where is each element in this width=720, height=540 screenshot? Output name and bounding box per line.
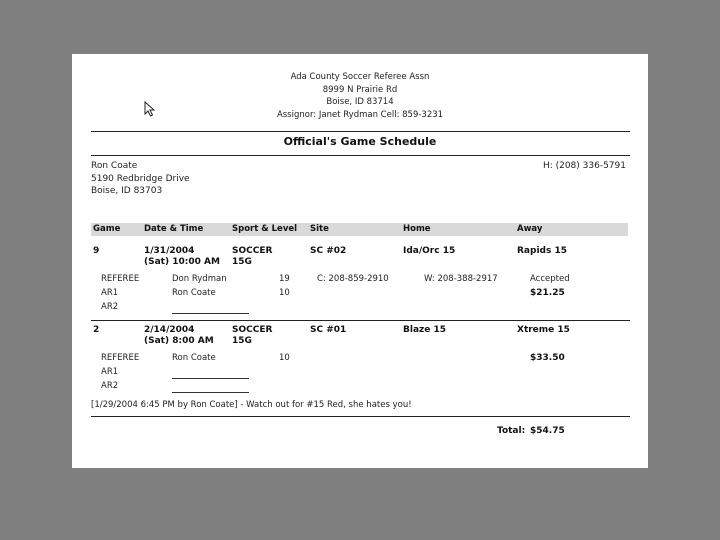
schedule-document	[72, 54, 648, 468]
divider	[91, 320, 630, 321]
org-city: Boise, ID 83714	[326, 97, 394, 107]
game-site: SC #02	[310, 246, 347, 256]
divider	[91, 131, 630, 132]
org-assignor: Assignor: Janet Rydman Cell: 859-3231	[276, 110, 444, 120]
game-number: 2	[93, 325, 100, 335]
game-level: 15G	[232, 336, 252, 346]
game-time: (Sat) 10:00 AM	[144, 257, 220, 267]
crew-name: Ron Coate	[172, 288, 216, 298]
official-city: Boise, ID 83703	[91, 186, 163, 196]
game-site: SC #01	[310, 325, 347, 335]
official-street: 5190 Redbridge Drive	[91, 174, 190, 184]
crew-grade: 10	[279, 353, 290, 363]
mouse-cursor-icon	[144, 101, 155, 117]
crew-name: Don Rydman	[172, 274, 227, 284]
crew-grade: 10	[279, 288, 290, 298]
crew-role: AR1	[101, 367, 119, 377]
divider	[91, 416, 630, 417]
crew-name: Ron Coate	[172, 353, 216, 363]
game-note: [1/29/2004 6:45 PM by Ron Coate] - Watch out for #15 Red, she hates you!	[91, 400, 412, 410]
crew-role: AR1	[101, 288, 119, 298]
crew-role: REFEREE	[101, 274, 140, 284]
game-time: (Sat) 8:00 AM	[144, 336, 214, 346]
page-title: Official's Game Schedule	[283, 135, 437, 148]
column-date-time: Date & Time	[144, 224, 204, 234]
column-site: Site	[310, 224, 329, 234]
unassigned-slot-line	[172, 378, 249, 379]
column-game: Game	[93, 224, 121, 234]
crew-grade: 19	[279, 274, 290, 284]
official-name: Ron Coate	[91, 161, 138, 171]
column-away: Away	[517, 224, 543, 234]
unassigned-slot-line	[172, 392, 249, 393]
official-phone: H: (208) 336-5791	[542, 161, 626, 171]
unassigned-slot-line	[172, 313, 249, 314]
game-sport: SOCCER	[232, 246, 273, 256]
crew-fee: $33.50	[530, 353, 565, 363]
crew-role: AR2	[101, 302, 119, 312]
game-home: Ida/Orc 15	[403, 246, 456, 256]
game-date: 2/14/2004	[144, 325, 195, 335]
game-level: 15G	[232, 257, 252, 267]
org-street: 8999 N Prairie Rd	[322, 85, 398, 95]
game-away: Rapids 15	[517, 246, 567, 256]
column-home: Home	[403, 224, 431, 234]
crew-fee: $21.25	[530, 288, 565, 298]
total-value: $54.75	[530, 426, 565, 436]
game-home: Blaze 15	[403, 325, 447, 335]
game-number: 9	[93, 246, 100, 256]
crew-cell-phone: C: 208-859-2910	[317, 274, 389, 284]
column-sport-level: Sport & Level	[232, 224, 298, 234]
divider	[91, 155, 630, 156]
game-away: Xtreme 15	[517, 325, 570, 335]
crew-status: Accepted	[530, 274, 570, 284]
game-date: 1/31/2004	[144, 246, 195, 256]
crew-role: REFEREE	[101, 353, 140, 363]
total-label: Total:	[497, 426, 526, 436]
crew-role: AR2	[101, 381, 119, 391]
game-sport: SOCCER	[232, 325, 273, 335]
org-name: Ada County Soccer Referee Assn	[290, 72, 430, 82]
crew-work-phone: W: 208-388-2917	[424, 274, 498, 284]
